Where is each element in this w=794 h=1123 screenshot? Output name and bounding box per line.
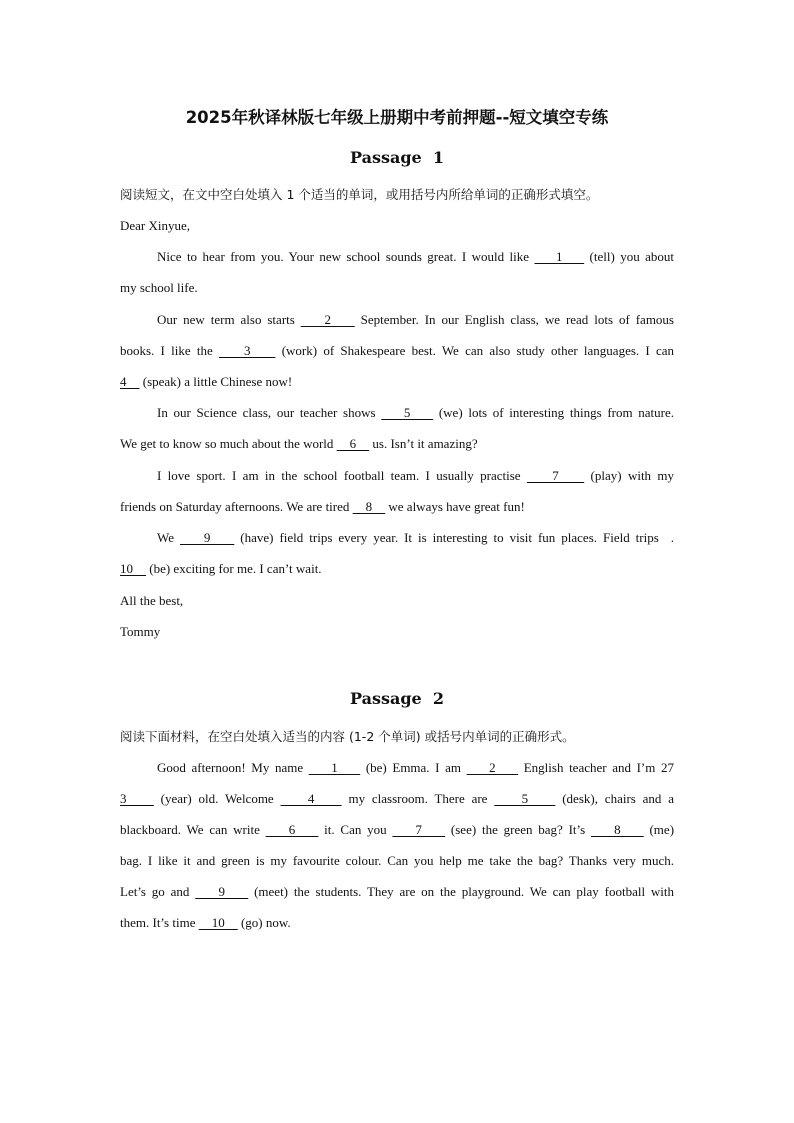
passage-1-line-6 <box>157 403 674 423</box>
line-text: . <box>664 530 675 545</box>
passage-1-line-7 <box>120 434 674 454</box>
blank-4: 4 <box>280 791 342 806</box>
passage-1-line-4 <box>120 341 674 361</box>
line-text: (year) old. Welcome <box>153 791 281 806</box>
blank-9: 9 <box>195 884 249 899</box>
blank-2: 2 <box>466 760 519 775</box>
line-text: (we) lots of interesting things from nature. <box>433 405 674 420</box>
line-text: Good afternoon! My name <box>157 760 309 775</box>
passage-1-line-5 <box>120 372 674 392</box>
line-text: (me) <box>643 822 675 837</box>
line-text: books. I like the <box>120 343 219 358</box>
line-text: (work) of Shakespeare best. We can also study other languages. I can <box>275 343 675 358</box>
line-text: I love sport. I am in the school football team. I usually practise <box>157 468 527 483</box>
passage-2-line-4: bag. I like it and green is my favourite colour. Can you help me take the bag? Thanks very much. <box>120 853 674 868</box>
blank-6: 6 <box>336 436 370 451</box>
line-text: We get to know so much about the world <box>120 436 337 451</box>
passage-2-line-6 <box>120 913 674 933</box>
blank-8: 8 <box>590 822 644 837</box>
blank-6: 6 <box>265 822 319 837</box>
line-text: We <box>157 530 180 545</box>
line-text: In our Science class, our teacher shows <box>157 405 382 420</box>
blank-1: 1 <box>308 760 361 775</box>
passage-1-salutation: Dear Xinyue, <box>120 218 191 233</box>
line-text: them. It’s time <box>120 915 199 930</box>
blank-3: 3 <box>219 343 276 358</box>
blank-5: 5 <box>494 791 556 806</box>
line-text: it. Can you <box>318 822 393 837</box>
line-text: (meet) the students. They are on the playground. We can play football with <box>248 884 674 899</box>
document-title: 2025年秋译林版七年级上册期中考前押题--短文填空专练 <box>185 108 609 127</box>
passage-1-line-2: my school life. <box>120 280 198 295</box>
line-text: (play) with my <box>584 468 675 483</box>
line-text: us. Isn’t it amazing? <box>369 436 478 451</box>
passage-1-line-3 <box>157 310 674 330</box>
blank-7: 7 <box>392 822 446 837</box>
blank-4: 4 <box>120 374 140 389</box>
blank-8: 8 <box>352 499 386 514</box>
passage-2-line-3 <box>120 820 674 840</box>
line-text: (have) field trips every year. It is interesting to visit fun places. Field trips <box>234 530 665 545</box>
passage-1-line-1 <box>157 247 674 267</box>
line-text: September. In our English class, we read lots of famous <box>354 312 674 327</box>
blank-7: 7 <box>526 468 585 483</box>
line-text: (desk), chairs and a <box>555 791 675 806</box>
passage-1-closing: All the best, <box>120 593 184 608</box>
line-text: blackboard. We can write <box>120 822 266 837</box>
passage-2-line-5 <box>120 882 674 902</box>
line-text: (tell) you about <box>584 249 675 264</box>
line-text: (see) the green bag? It’s <box>445 822 591 837</box>
passage-2-heading: Passage 2 <box>350 689 444 708</box>
passage-2-line-2 <box>120 789 674 809</box>
line-text: (speak) a little Chinese now! <box>139 374 293 389</box>
blank-3: 3 <box>120 791 154 806</box>
passage-1-line-8 <box>157 466 674 486</box>
passage-1-heading: Passage 1 <box>350 148 444 167</box>
line-text: my classroom. There are <box>341 791 495 806</box>
line-text: Nice to hear from you. Your new school sounds great. I would like <box>157 249 535 264</box>
passage-2-instruction: 阅读下面材料，在空白处填入适当的内容 (1-2 个单词) 或括号内单词的正确形式。 <box>120 729 575 744</box>
blank-1: 1 <box>534 249 585 264</box>
line-text: we always have great fun! <box>385 499 525 514</box>
line-text: (be) exciting for me. I can’t wait. <box>146 561 322 576</box>
blank-10: 10 <box>120 561 146 576</box>
blank-10: 10 <box>198 915 238 930</box>
blank-9: 9 <box>179 530 235 545</box>
line-text: (go) now. <box>237 915 291 930</box>
passage-1-instruction: 阅读短文，在文中空白处填入 1 个适当的单词，或用括号内所给单词的正确形式填空。 <box>120 187 599 202</box>
passage-1-line-11 <box>120 559 674 579</box>
line-text: Let’s go and <box>120 884 196 899</box>
passage-1-signature: Tommy <box>120 624 161 639</box>
line-text: English teacher and I’m 27 <box>518 760 674 775</box>
passage-2-line-1 <box>157 758 674 778</box>
blank-5: 5 <box>381 405 434 420</box>
line-text: (be) Emma. I am <box>360 760 467 775</box>
line-text: Our new term also starts <box>157 312 301 327</box>
passage-1-line-10 <box>157 528 674 548</box>
passage-1-line-9 <box>120 497 674 517</box>
line-text: friends on Saturday afternoons. We are tired <box>120 499 353 514</box>
blank-2: 2 <box>300 312 355 327</box>
